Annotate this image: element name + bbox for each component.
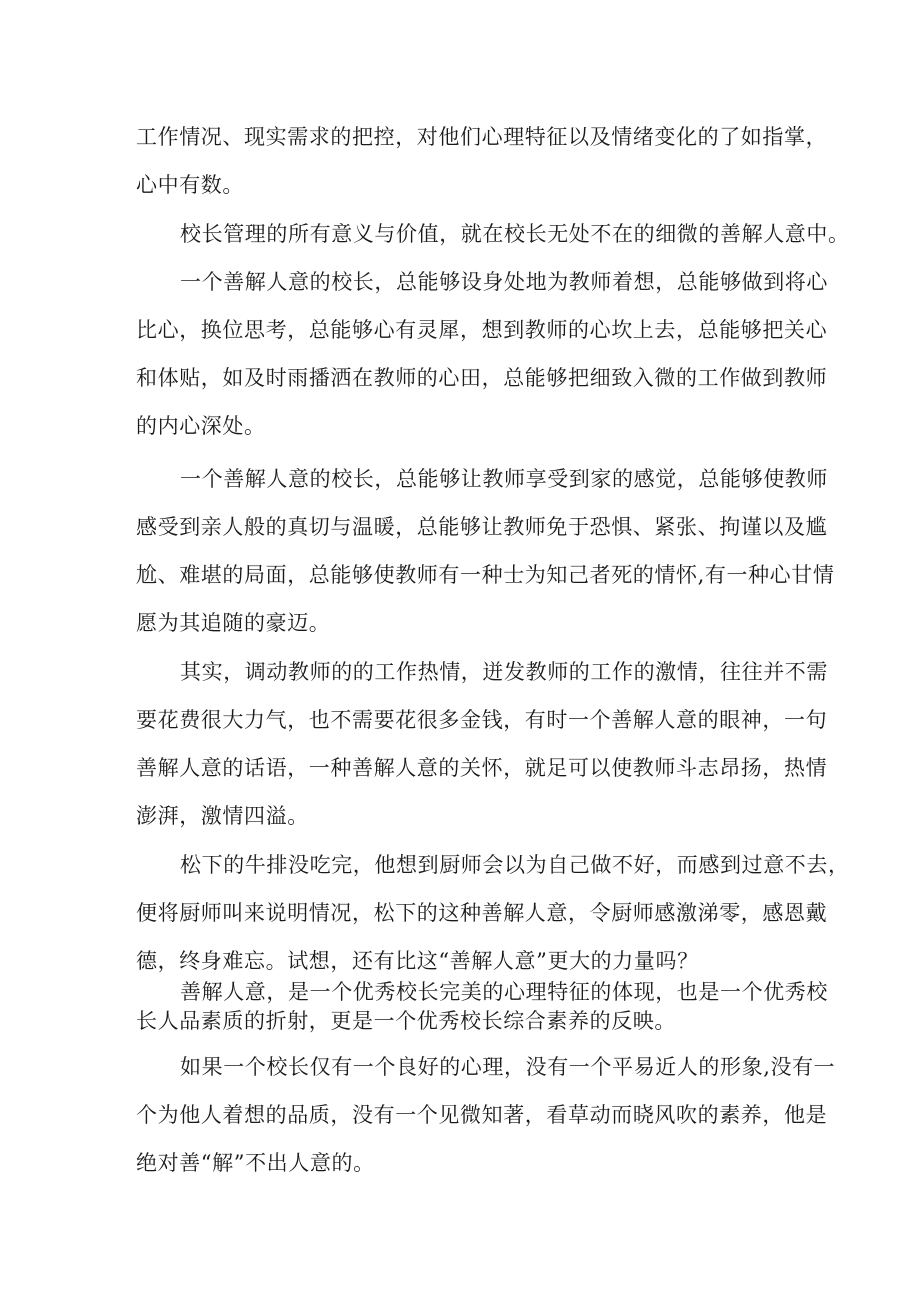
paragraph-line: 和体贴，如及时雨播洒在教师的心田，总能够把细致入微的工作做到教师 <box>136 366 828 390</box>
paragraph-line: 便将厨师叫来说明情况，松下的这种善解人意，令厨师感激涕零，感恩戴 <box>136 901 828 925</box>
paragraph-line: 感受到亲人般的真切与温暖，总能够让教师免于恐惧、紧张、拘谨以及尴 <box>136 515 828 539</box>
paragraph-line: 澎湃，激情四溢。 <box>136 804 309 828</box>
paragraph-line: 愿为其追随的豪迈。 <box>136 611 331 635</box>
paragraph-line: 要花费很大力气，也不需要花很多金钱，有时一个善解人意的眼神，一句 <box>136 708 828 732</box>
paragraph-line: 个为他人着想的品质，没有一个见微知著，看草动而晓风吹的素养，他是 <box>136 1103 828 1127</box>
paragraph-line: 松下的牛排没吃完，他想到厨师会以为自己做不好，而感到过意不去， <box>180 853 850 877</box>
paragraph-line: 绝对善“解”不出人意的。 <box>136 1151 375 1175</box>
paragraph-line: 的内心深处。 <box>136 414 266 438</box>
paragraph-line: 一个善解人意的校长，总能够设身处地为教师着想，总能够做到将心 <box>180 270 828 294</box>
paragraph-line: 尬、难堪的局面，总能够使教师有一种士为知己者死的情怀,有一种心甘情 <box>136 563 835 587</box>
paragraph-line: 其实，调动教师的的工作热情，迸发教师的工作的激情，往往并不需 <box>180 660 828 684</box>
paragraph-line: 工作情况、现实需求的把控，对他们心理特征以及情绪变化的了如指掌， <box>136 125 828 149</box>
paragraph-line: 长人品素质的折射，更是一个优秀校长综合素养的反映。 <box>136 1009 676 1033</box>
paragraph-line: 比心，换位思考，总能够心有灵犀，想到教师的心坎上去，总能够把关心 <box>136 318 828 342</box>
paragraph-line: 一个善解人意的校长，总能够让教师享受到家的感觉，总能够使教师 <box>180 467 828 491</box>
paragraph-line: 如果一个校长仅有一个良好的心理，没有一个平易近人的形象,没有一 <box>180 1055 836 1079</box>
paragraph-line: 校长管理的所有意义与价值，就在校长无处不在的细微的善解人意中。 <box>180 222 850 246</box>
paragraph-line: 德，终身难忘。试想，还有比这“善解人意”更大的力量吗？ <box>136 949 699 973</box>
paragraph-line: 心中有数。 <box>136 173 244 197</box>
paragraph-line: 善解人意的话语，一种善解人意的关怀，就足可以使教师斗志昂扬，热情 <box>136 756 828 780</box>
paragraph-line: 善解人意，是一个优秀校长完美的心理特征的体现，也是一个优秀校 <box>180 980 828 1004</box>
